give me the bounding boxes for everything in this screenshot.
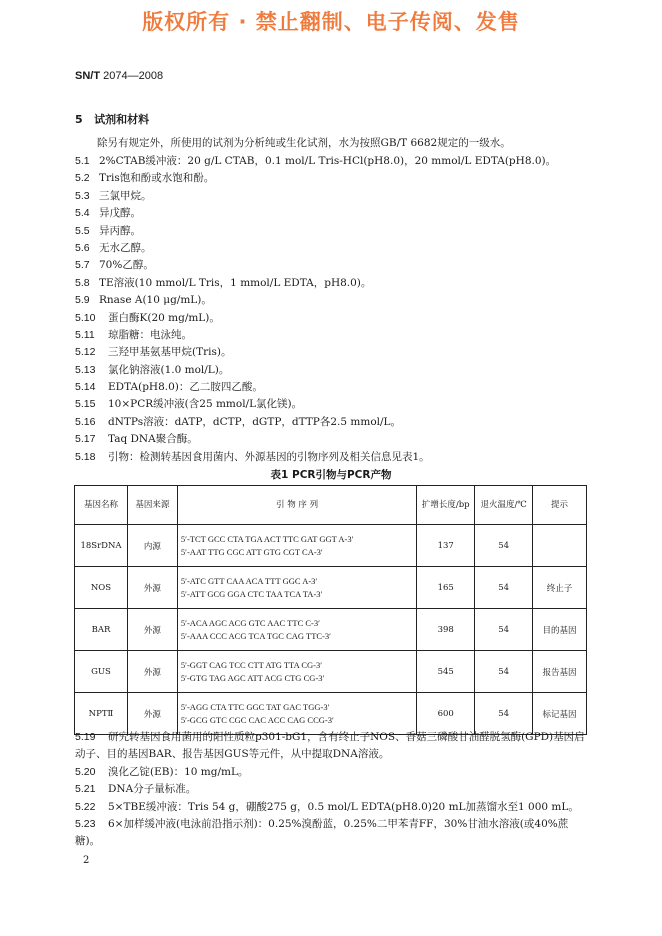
item-number: 5.9 — [75, 294, 90, 307]
page-number: 2 — [83, 855, 90, 866]
item-number: 5.12 — [75, 346, 96, 359]
cell-gene: BAR — [75, 609, 128, 651]
table-row — [75, 567, 587, 609]
reagent-list-continued — [75, 729, 595, 851]
list-item — [75, 799, 591, 816]
item-text: 蛋白酶K(20 mg/mL)。 — [108, 311, 220, 324]
standard-number: 2074—2008 — [103, 70, 164, 82]
reverse-primer: 5′-ATT GCG GGA CTC TAA TCA TA-3′ — [180, 588, 323, 599]
item-number: 5.14 — [75, 381, 96, 394]
item-text: 研究转基因食用菌用的阳性质粒p301-bG1，含有终止子NOS、香菇三磷酸甘油醛脱氢酶(GPD)基因启动子、目的基因BAR、报告基因GUS等元件，从中提取DNA溶液。 — [75, 731, 585, 761]
standard-prefix: SN/T — [75, 70, 101, 82]
item-number: 5.5 — [75, 224, 90, 237]
cell-sequence — [177, 525, 416, 567]
list-item — [75, 257, 595, 274]
item-number: 5.23 — [75, 818, 96, 831]
item-number: 5.21 — [75, 783, 96, 796]
cell-source: 外源 — [127, 567, 177, 609]
item-number: 5.13 — [75, 363, 96, 376]
cell-gene: NPTⅡ — [75, 693, 128, 735]
item-text: 琼脂糖：电泳纯。 — [108, 328, 192, 341]
cell-sequence — [177, 651, 416, 693]
item-text: 三羟甲基氨基甲烷(Tris)。 — [108, 346, 232, 359]
list-item — [75, 240, 595, 257]
cell-temperature: 54 — [475, 567, 533, 609]
item-number: 5.10 — [75, 311, 96, 324]
item-number: 5.7 — [75, 259, 90, 272]
item-number: 5.18 — [75, 450, 96, 463]
item-text: Rnase A(10 μg/mL)。 — [99, 294, 212, 307]
forward-primer: 5′-AGG CTA TTC GGC TAT GAC TGG-3′ — [180, 701, 330, 712]
item-number: 5.3 — [75, 189, 90, 202]
cell-length: 600 — [417, 693, 475, 735]
reagent-list — [75, 153, 595, 466]
cell-source: 外源 — [127, 609, 177, 651]
item-number: 5.2 — [75, 172, 90, 185]
header-note: 提示 — [533, 486, 587, 525]
item-number: 5.20 — [75, 765, 96, 778]
item-number: 5.15 — [75, 398, 96, 411]
list-item — [75, 781, 591, 798]
cell-temperature: 54 — [475, 651, 533, 693]
list-item — [75, 223, 595, 240]
item-text: 无水乙醇。 — [99, 241, 152, 254]
item-number: 5.22 — [75, 800, 96, 813]
header-length: 扩增长度/bp — [417, 486, 475, 525]
item-text: 70%乙醇。 — [99, 259, 154, 272]
list-item — [75, 205, 595, 222]
list-item — [75, 310, 595, 327]
cell-note: 目的基因 — [533, 609, 587, 651]
item-text: Tris饱和酚或水饱和酚。 — [99, 172, 215, 185]
item-number: 5.8 — [75, 276, 90, 289]
list-item — [75, 344, 595, 361]
watermark: 版权所有 · 禁止翻制、电子传阅、发售 — [142, 10, 520, 34]
item-number: 5.19 — [75, 731, 96, 743]
section-number: 5 — [75, 113, 83, 126]
section-heading — [75, 111, 149, 127]
intro-paragraph: 除另有规定外，所使用的试剂为分析纯或生化试剂，水为按照GB/T 6682规定的一级水。 — [97, 137, 511, 149]
forward-primer: 5′-GGT CAG TCC CTT ATG TTA CG-3′ — [180, 659, 323, 670]
cell-gene: GUS — [75, 651, 128, 693]
item-text: 6×加样缓冲液(电泳前沿指示剂)：0.25%溴酚蓝，0.25%二甲苯青FF，30%甘油水溶液(或40%蔗糖)。 — [75, 818, 569, 848]
header-temperature: 退火温度/℃ — [475, 486, 533, 525]
cell-length: 137 — [417, 525, 475, 567]
cell-source: 内源 — [127, 525, 177, 567]
cell-sequence — [177, 609, 416, 651]
list-item — [75, 275, 595, 292]
item-text: 异戊醇。 — [99, 207, 141, 220]
header-sequence: 引 物 序 列 — [177, 486, 416, 525]
standard-code — [75, 70, 163, 82]
list-item — [75, 396, 595, 413]
section-title: 试剂和材料 — [94, 113, 150, 126]
item-text: TE溶液(10 mmol/L Tris，1 mmol/L EDTA，pH8.0)。 — [99, 276, 372, 289]
list-item — [75, 729, 591, 764]
primer-table — [74, 485, 587, 735]
list-item — [75, 153, 595, 170]
header-source: 基因来源 — [127, 486, 177, 525]
forward-primer: 5′-ACA AGC ACG GTC AAC TTC C-3′ — [180, 617, 320, 628]
item-text: 2%CTAB缓冲液：20 g/L CTAB，0.1 mol/L Tris-HCl(pH8.0)，20 mmol/L EDTA(pH8.0)。 — [99, 155, 557, 167]
reverse-primer: 5′-AAA CCC ACG TCA TGC CAG TTC-3′ — [180, 630, 331, 641]
table-title: 表1 PCR引物与PCR产物 — [270, 469, 392, 481]
cell-length: 165 — [417, 567, 475, 609]
item-text: 氯化钠溶液(1.0 mol/L)。 — [108, 363, 230, 376]
forward-primer: 5′-TCT GCC CTA TGA ACT TTC GAT GGT A-3′ — [180, 533, 354, 544]
cell-note: 标记基因 — [533, 693, 587, 735]
item-text: EDTA(pH8.0)：乙二胺四乙酸。 — [108, 381, 263, 394]
reverse-primer: 5′-AAT TTG CGC ATT GTG CGT CA-3′ — [180, 546, 323, 557]
list-item — [75, 292, 595, 309]
table-row — [75, 609, 587, 651]
forward-primer: 5′-ATC GTT CAA ACA TTT GGC A-3′ — [180, 575, 318, 586]
cell-source: 外源 — [127, 693, 177, 735]
item-text: 引物：检测转基因食用菌内、外源基因的引物序列及相关信息见表1。 — [108, 450, 430, 463]
list-item — [75, 449, 595, 466]
cell-gene: 18SrDNA — [75, 525, 128, 567]
cell-length: 398 — [417, 609, 475, 651]
list-item — [75, 414, 595, 431]
table-row — [75, 651, 587, 693]
item-number: 5.4 — [75, 207, 90, 220]
list-item — [75, 816, 591, 851]
table-header-row — [75, 486, 587, 525]
cell-temperature: 54 — [475, 525, 533, 567]
cell-source: 外源 — [127, 651, 177, 693]
item-text: 三氯甲烷。 — [99, 189, 152, 202]
item-text: DNA分子量标准。 — [108, 783, 197, 796]
item-text: dNTPs溶液：dATP，dCTP，dGTP，dTTP各2.5 mmol/L。 — [108, 415, 402, 428]
item-number: 5.17 — [75, 433, 96, 446]
list-item — [75, 431, 595, 448]
list-item — [75, 170, 595, 187]
list-item — [75, 379, 595, 396]
cell-note — [533, 525, 587, 567]
list-item — [75, 188, 595, 205]
reverse-primer: 5′-GCG GTC CGC CAC ACC CAG CCG-3′ — [180, 714, 334, 725]
list-item — [75, 362, 595, 379]
item-number: 5.1 — [75, 155, 90, 167]
item-text: 10×PCR缓冲液(含25 mmol/L氯化镁)。 — [108, 398, 303, 411]
reverse-primer: 5′-GTG TAG AGC ATT ACG CTG CG-3′ — [180, 672, 325, 683]
cell-length: 545 — [417, 651, 475, 693]
item-number: 5.11 — [75, 328, 95, 341]
item-text: 5×TBE缓冲液：Tris 54 g，硼酸275 g，0.5 mol/L EDTA(pH8.0)20 mL加蒸馏水至1 000 mL。 — [108, 800, 579, 813]
item-text: 溴化乙锭(EB)：10 mg/mL。 — [108, 765, 249, 778]
cell-sequence — [177, 567, 416, 609]
cell-note: 报告基因 — [533, 651, 587, 693]
header-gene: 基因名称 — [75, 486, 128, 525]
cell-temperature: 54 — [475, 693, 533, 735]
item-number: 5.16 — [75, 415, 96, 428]
cell-temperature: 54 — [475, 609, 533, 651]
item-text: 异丙醇。 — [99, 224, 141, 237]
item-number: 5.6 — [75, 241, 90, 254]
list-item — [75, 327, 595, 344]
cell-gene: NOS — [75, 567, 128, 609]
list-item — [75, 764, 591, 781]
table-row — [75, 525, 587, 567]
item-text: Taq DNA聚合酶。 — [108, 433, 198, 446]
cell-note: 终止子 — [533, 567, 587, 609]
